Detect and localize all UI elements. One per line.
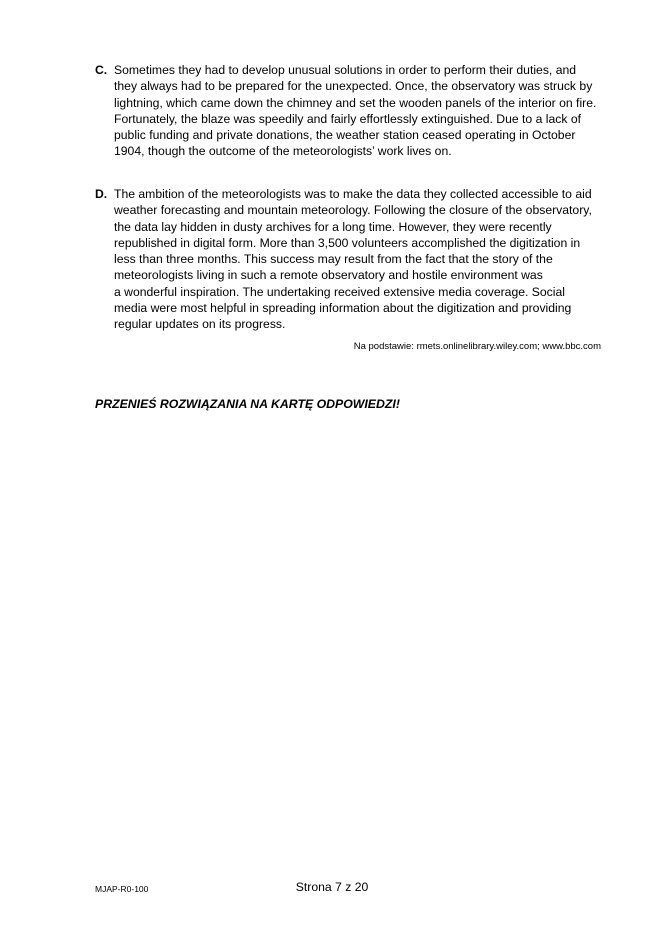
paragraph-c (95, 62, 615, 160)
text-line: The ambition of the meteorologists was to make the data they collected accessible to aid (114, 187, 592, 201)
text-line: media were most helpful in spreading information about the digitization and providing (114, 301, 572, 316)
paragraph-letter: D. (95, 187, 108, 201)
page-number: Strona 7 z 20 (295, 880, 369, 894)
transfer-answers-instruction: PRZENIEŚ ROZWIĄZANIA NA KARTĘ ODPOWIEDZI! (95, 397, 400, 411)
text-line: weather forecasting and mountain meteorology. Following the closure of the observatory, (114, 203, 592, 218)
exam-code: MJAP-R0-100 (95, 884, 149, 894)
text-line: public funding and private donations, the weather station ceased operating in October (114, 128, 576, 143)
text-line: Fortunately, the blaze was speedily and fairly effortlessly extinguished. Due to a lack of (114, 111, 581, 126)
text-line: republished in digital form. More than 3,500 volunteers accomplished the digitization in (114, 235, 581, 250)
text-line: lightning, which came down the chimney and set the wooden panels of the interior on fire. (114, 95, 597, 110)
text-line: a wonderful inspiration. The undertaking received extensive media coverage. Social (114, 284, 565, 299)
paragraph-text (114, 62, 615, 160)
paragraph-letter: C. (95, 63, 108, 77)
text-line: they always had to be prepared for the unexpected. Once, the observatory was struck by (114, 79, 593, 94)
text-line: Sometimes they had to develop unusual solutions in order to perform their duties, and (114, 63, 577, 77)
text-line: meteorologists living in such a remote observatory and hostile environment was (114, 268, 543, 283)
text-line: regular updates on its progress. (114, 317, 286, 332)
paragraph-text (114, 186, 615, 333)
text-line: less than three months. This success may result from the fact that the story of the (114, 252, 553, 267)
text-line: the data lay hidden in dusty archives for a long time. However, they were recently (114, 219, 552, 234)
text-line: 1904, though the outcome of the meteorologists’ work lives on. (114, 144, 452, 159)
paragraph-d (95, 186, 615, 333)
source-citation: Na podstawie: rmets.onlinelibrary.wiley.com; www.bbc.com (353, 341, 601, 352)
